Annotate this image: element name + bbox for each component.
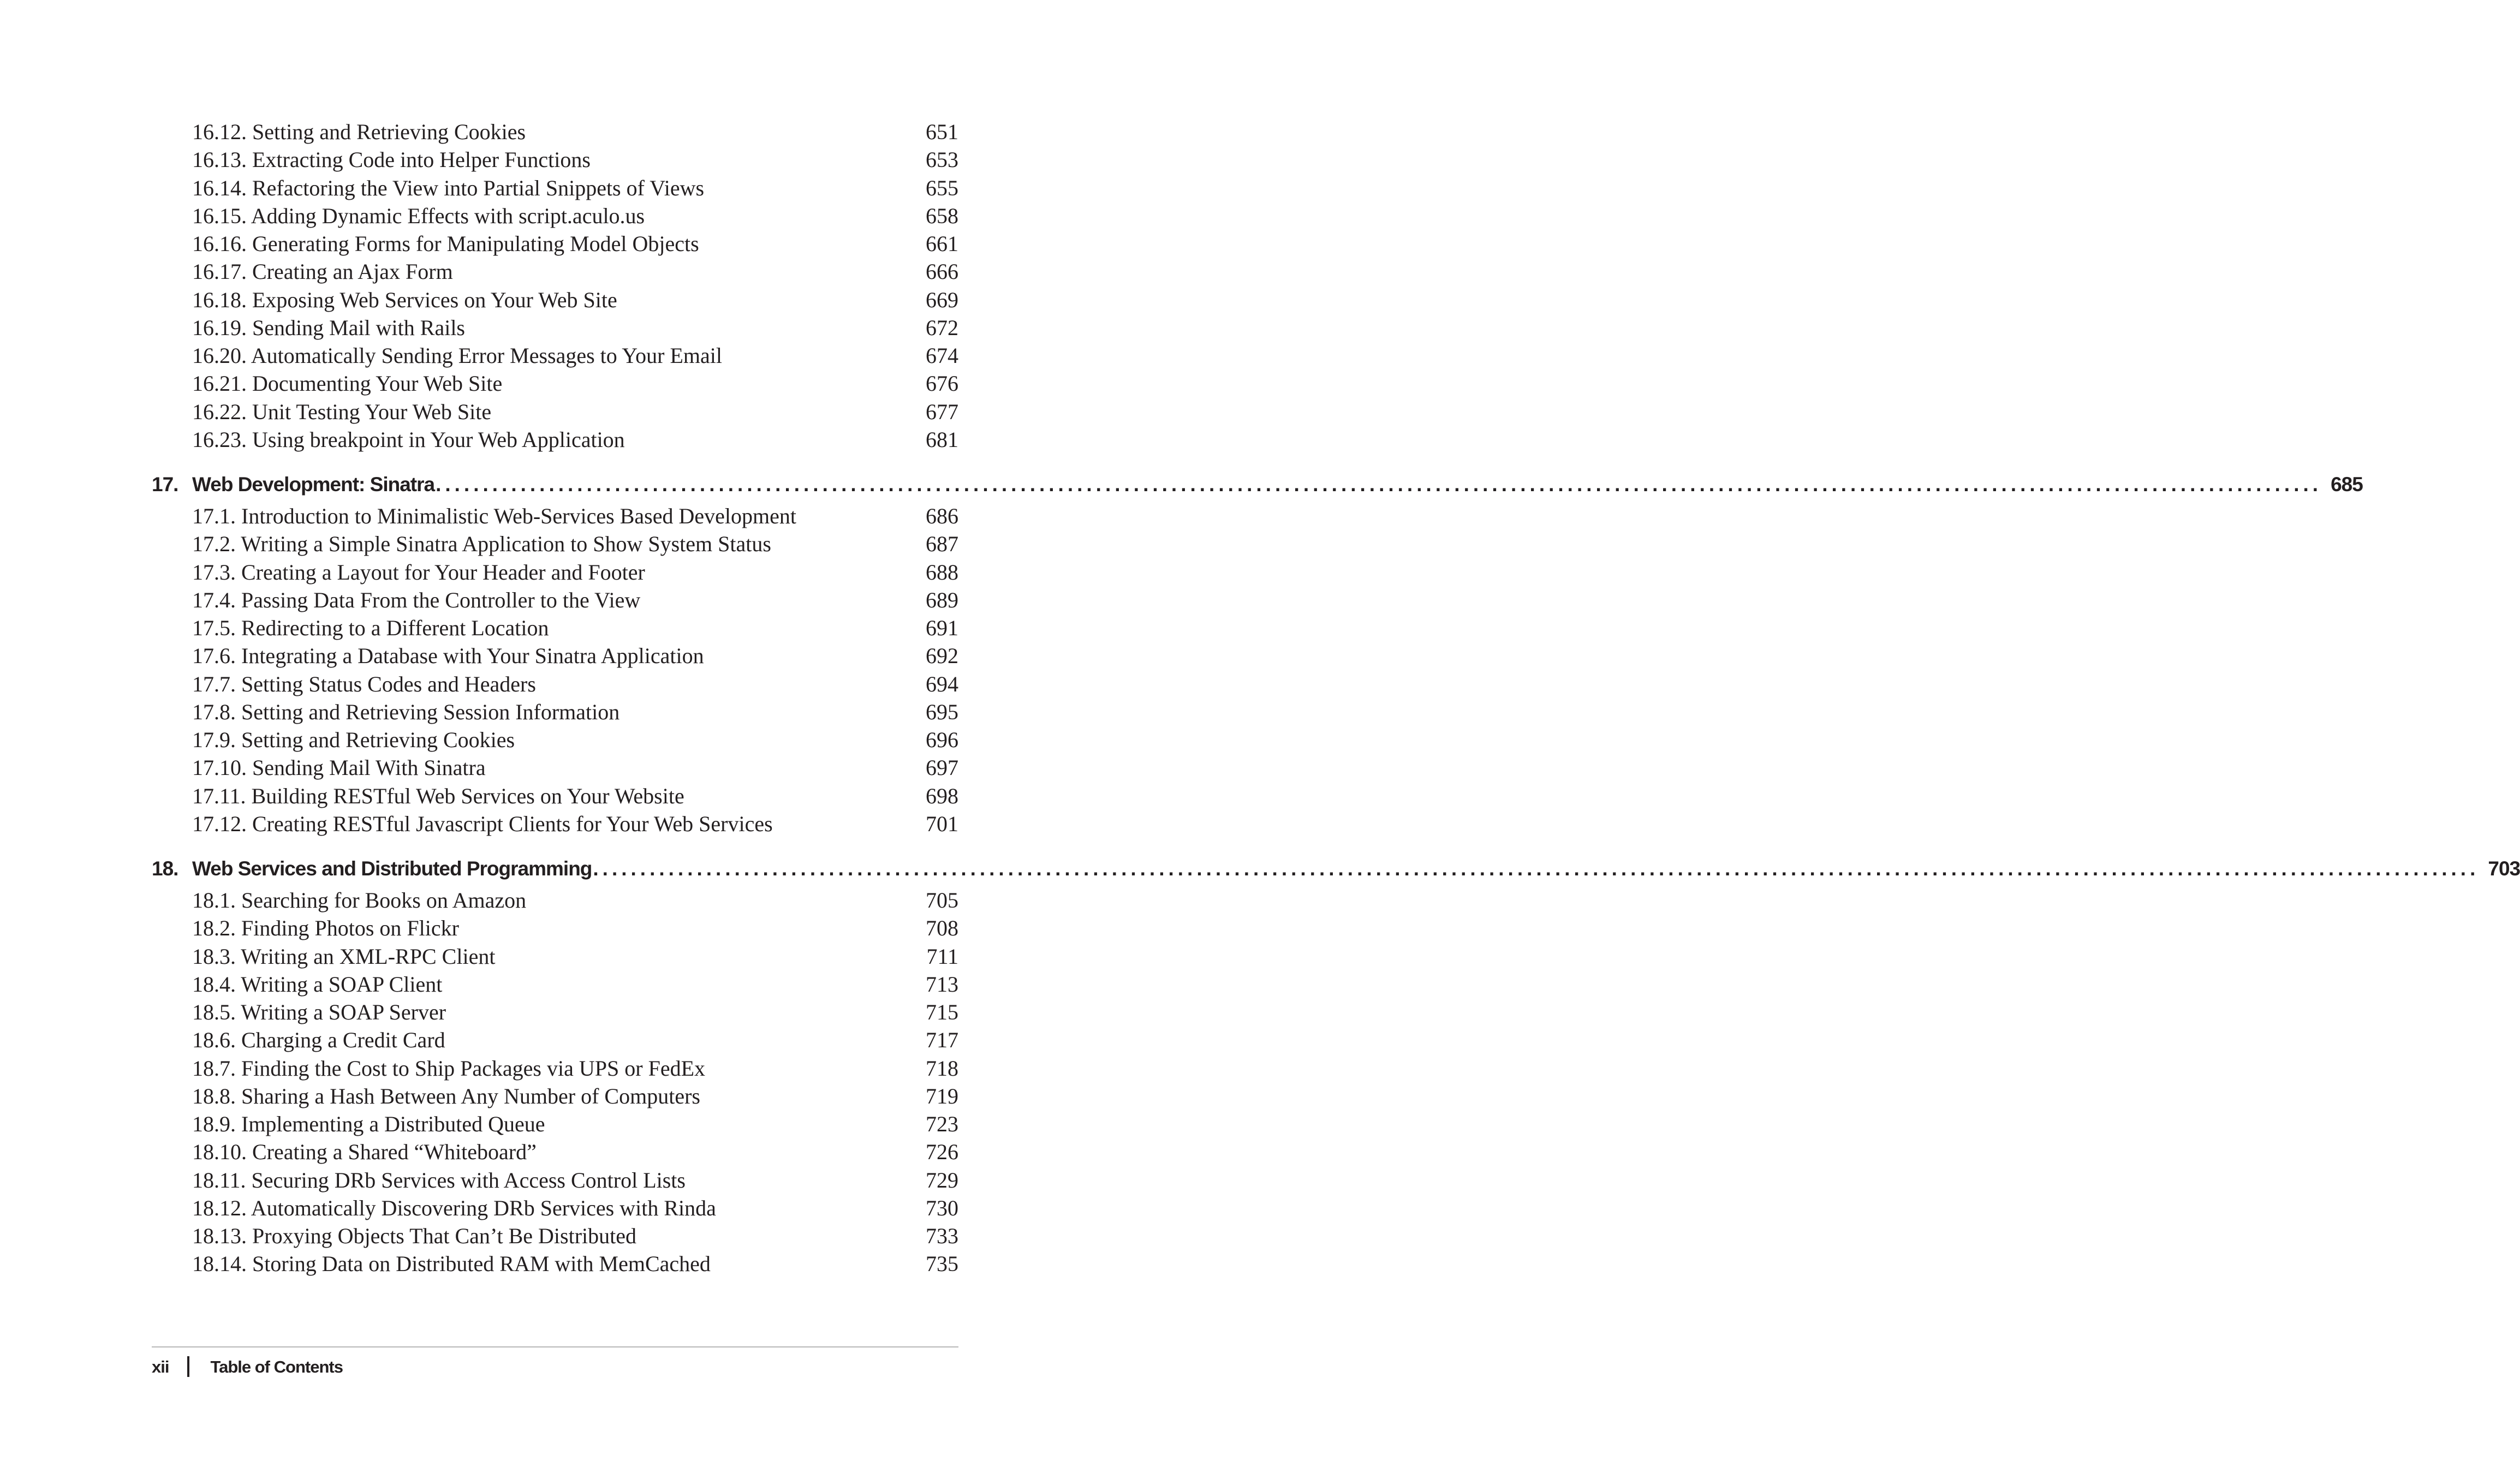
section-title: 18.3. Writing an XML-RPC Client xyxy=(192,944,496,969)
section-title: 18.5. Writing a SOAP Server xyxy=(192,1000,446,1024)
section-title: 16.18. Exposing Web Services on Your Web Site xyxy=(192,287,617,312)
toc-section xyxy=(192,230,958,258)
toc-section xyxy=(192,1166,958,1194)
toc-chapter xyxy=(152,469,2363,500)
section-title: 16.13. Extracting Code into Helper Functions xyxy=(192,147,591,172)
section-page-number: 729 xyxy=(926,1167,958,1192)
toc-section xyxy=(192,558,958,586)
toc-section xyxy=(192,174,958,202)
section-page-number: 686 xyxy=(926,504,958,528)
section-page-number: 719 xyxy=(926,1083,958,1108)
toc-section xyxy=(192,1250,958,1278)
toc-section xyxy=(192,810,958,838)
section-title: 17.12. Creating RESTful Javascript Clients for Your Web Services xyxy=(192,811,773,836)
toc-section xyxy=(192,502,958,530)
section-page-number: 711 xyxy=(926,944,958,969)
section-title: 16.15. Adding Dynamic Effects with script.aculo.us xyxy=(192,203,645,228)
toc-section xyxy=(192,1110,958,1138)
section-page-number: 708 xyxy=(926,916,958,941)
section-title: 18.2. Finding Photos on Flickr xyxy=(192,916,459,941)
section-title: 18.1. Searching for Books on Amazon xyxy=(192,888,527,913)
toc-section xyxy=(192,886,958,914)
toc-section xyxy=(192,258,958,285)
toc-section xyxy=(192,118,958,146)
section-page-number: 692 xyxy=(926,643,958,669)
section-page-number: 688 xyxy=(926,559,958,585)
chapter-page-number: 685 xyxy=(2331,473,2363,496)
chapter-page-number: 703 xyxy=(2488,857,2520,880)
section-page-number: 701 xyxy=(926,811,958,836)
toc-section xyxy=(192,914,958,942)
chapter-number: 17. xyxy=(152,473,178,496)
section-page-number: 697 xyxy=(926,755,958,780)
section-page-number: 691 xyxy=(926,616,958,640)
section-title: 17.8. Setting and Retrieving Session Information xyxy=(192,699,620,724)
dot-leader: ........................................................................................................................................................................................................ xyxy=(436,473,2322,496)
toc-section xyxy=(192,998,958,1026)
section-title: 17.6. Integrating a Database with Your Sinatra Application xyxy=(192,643,704,669)
section-title: 16.20. Automatically Sending Error Messages to Your Email xyxy=(192,343,723,368)
section-title: 18.8. Sharing a Hash Between Any Number of Computers xyxy=(192,1083,700,1108)
section-page-number: 730 xyxy=(926,1195,958,1220)
section-title: 18.13. Proxying Objects That Can’t Be Distributed xyxy=(192,1224,637,1248)
footer-page-number: xii xyxy=(152,1357,169,1376)
section-title: 17.10. Sending Mail With Sinatra xyxy=(192,755,486,780)
toc-section xyxy=(192,670,958,698)
section-title: 16.19. Sending Mail with Rails xyxy=(192,315,465,340)
section-page-number: 687 xyxy=(926,532,958,557)
section-page-number: 723 xyxy=(926,1112,958,1136)
section-page-number: 651 xyxy=(926,120,958,144)
section-title: 17.7. Setting Status Codes and Headers xyxy=(192,671,536,696)
section-page-number: 735 xyxy=(926,1251,958,1277)
toc-section xyxy=(192,1222,958,1250)
dot-leader: ........................................................................................................................................................................................................ xyxy=(593,857,2480,880)
section-title: 17.3. Creating a Layout for Your Header and Footer xyxy=(192,559,645,585)
section-page-number: 698 xyxy=(926,783,958,808)
section-page-number: 713 xyxy=(926,971,958,997)
section-title: 16.21. Documenting Your Web Site xyxy=(192,371,503,396)
section-title: 17.4. Passing Data From the Controller to the View xyxy=(192,587,641,612)
section-title: 16.12. Setting and Retrieving Cookies xyxy=(192,120,526,144)
section-title: 18.12. Automatically Discovering DRb Services with Rinda xyxy=(192,1195,716,1220)
toc-section xyxy=(192,698,958,726)
section-page-number: 718 xyxy=(926,1055,958,1081)
section-title: 17.2. Writing a Simple Sinatra Application to Show System Status xyxy=(192,532,771,557)
section-title: 16.22. Unit Testing Your Web Site xyxy=(192,399,492,424)
section-page-number: 676 xyxy=(926,371,958,396)
section-page-number: 705 xyxy=(926,888,958,913)
section-title: 17.5. Redirecting to a Different Location xyxy=(192,616,549,640)
section-title: 16.14. Refactoring the View into Partial Snippets of Views xyxy=(192,175,705,200)
section-page-number: 696 xyxy=(926,727,958,752)
toc-section xyxy=(192,1082,958,1110)
section-title: 18.4. Writing a SOAP Client xyxy=(192,971,443,997)
toc-section xyxy=(192,614,958,642)
section-page-number: 672 xyxy=(926,315,958,340)
section-title: 18.6. Charging a Credit Card xyxy=(192,1028,445,1053)
section-title: 17.9. Setting and Retrieving Cookies xyxy=(192,727,515,752)
toc-section xyxy=(192,943,958,970)
toc-section xyxy=(192,426,958,454)
section-title: 17.1. Introduction to Minimalistic Web-Services Based Development xyxy=(192,504,796,528)
toc-section xyxy=(192,782,958,810)
chapter-title: Web Development: Sinatra xyxy=(192,473,435,496)
section-page-number: 669 xyxy=(926,287,958,312)
toc-section xyxy=(192,754,958,782)
toc-section xyxy=(192,314,958,342)
footer-separator xyxy=(187,1356,189,1377)
section-page-number: 733 xyxy=(926,1224,958,1248)
section-title: 18.11. Securing DRb Services with Access Control Lists xyxy=(192,1167,686,1192)
toc-section xyxy=(192,1054,958,1082)
section-page-number: 666 xyxy=(926,259,958,284)
toc-section xyxy=(192,642,958,670)
toc-section xyxy=(192,726,958,754)
section-page-number: 661 xyxy=(926,231,958,256)
section-page-number: 715 xyxy=(926,1000,958,1024)
footer-rule xyxy=(152,1346,958,1347)
toc-section xyxy=(192,202,958,230)
section-page-number: 653 xyxy=(926,147,958,172)
toc-section xyxy=(192,398,958,426)
section-title: 17.11. Building RESTful Web Services on Your Website xyxy=(192,783,684,808)
section-page-number: 655 xyxy=(926,175,958,200)
section-page-number: 658 xyxy=(926,203,958,228)
toc-section xyxy=(192,1194,958,1222)
section-title: 16.23. Using breakpoint in Your Web Application xyxy=(192,427,625,452)
toc-section xyxy=(192,970,958,998)
section-page-number: 674 xyxy=(926,343,958,368)
section-title: 18.7. Finding the Cost to Ship Packages via UPS or FedEx xyxy=(192,1055,705,1081)
section-page-number: 695 xyxy=(926,699,958,724)
chapter-number: 18. xyxy=(152,857,178,880)
section-title: 16.16. Generating Forms for Manipulating Model Objects xyxy=(192,231,699,256)
section-page-number: 689 xyxy=(926,587,958,612)
section-page-number: 717 xyxy=(926,1028,958,1053)
toc-section xyxy=(192,586,958,614)
footer-running-title: Table of Contents xyxy=(210,1357,343,1376)
section-page-number: 681 xyxy=(926,427,958,452)
toc-section xyxy=(192,369,958,397)
toc-section xyxy=(192,342,958,369)
section-title: 16.17. Creating an Ajax Form xyxy=(192,259,453,284)
toc-chapter xyxy=(152,854,2520,884)
section-title: 18.10. Creating a Shared “Whiteboard” xyxy=(192,1140,537,1165)
section-title: 18.9. Implementing a Distributed Queue xyxy=(192,1112,545,1136)
toc-section xyxy=(192,530,958,558)
toc-section xyxy=(192,286,958,314)
section-page-number: 726 xyxy=(926,1140,958,1165)
section-page-number: 694 xyxy=(926,671,958,696)
toc-section xyxy=(192,1138,958,1166)
toc-section xyxy=(192,1026,958,1054)
page-footer xyxy=(152,1353,343,1381)
section-title: 18.14. Storing Data on Distributed RAM with MemCached xyxy=(192,1251,711,1277)
chapter-title: Web Services and Distributed Programming xyxy=(192,857,592,880)
toc-section xyxy=(192,146,958,174)
section-page-number: 677 xyxy=(926,399,958,424)
